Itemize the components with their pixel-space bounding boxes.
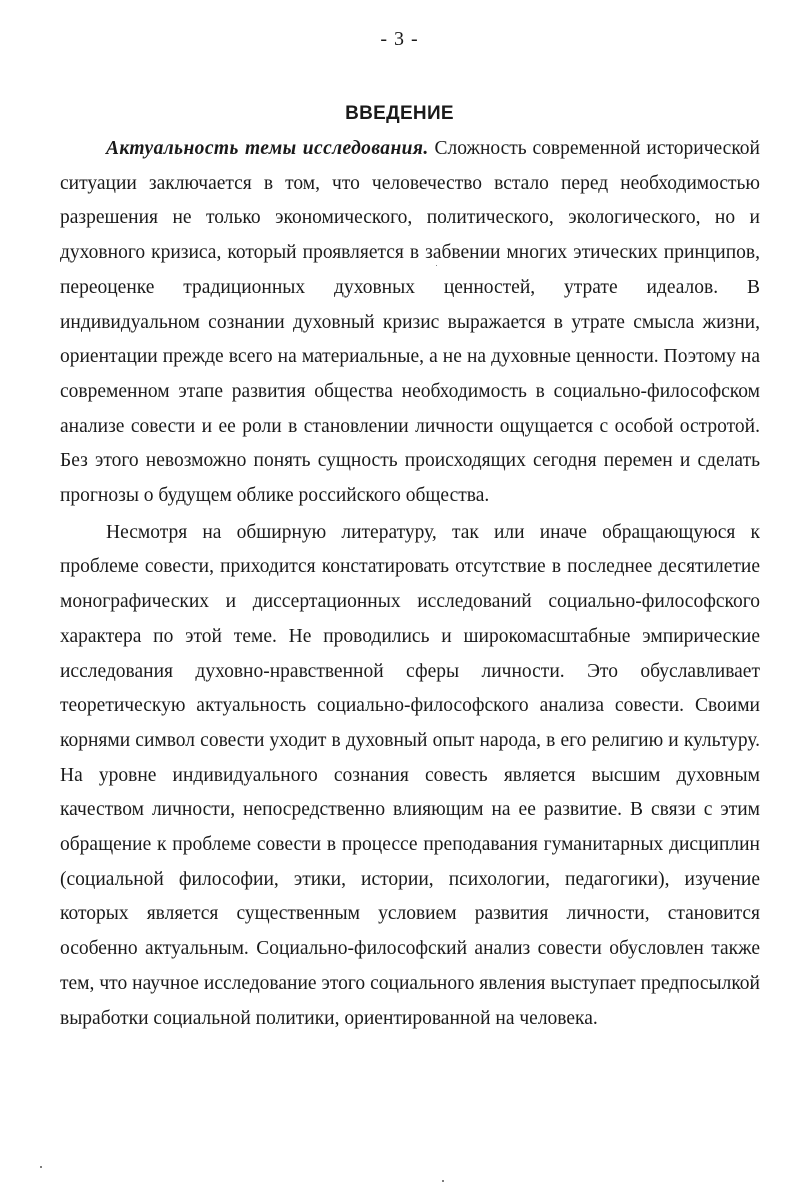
scan-speck (442, 1180, 444, 1182)
paragraph-lead: Актуальность темы исследования. (106, 138, 429, 159)
page-number: - 3 - (380, 28, 419, 50)
paragraph-literature (60, 516, 760, 1037)
paragraph-text: Несмотря на обширную литературу, так или иначе обращающуюся к проблеме совести, приходится констатировать отсутствие в последнее десятилетие монографических и диссертационных исследований социально-философского характера по этой теме. Не проводились и широкомасштабные эмпирические исследования духовно-нравственной сферы личности. Это обуславливает теоретическую актуальность социально-философского анализа совести. Своими корнями символ совести уходит в духовный опыт народа, в его религию и культуру. На уровне индивидуального сознания совесть является высшим духовным качеством личности, непосредственно влияющим на ее развитие. В связи с этим обращение к проблеме совести в процессе преподавания гуманитарных дисциплин (социальной философии, этики, истории, психологии, педагогики), изучение которых является существенным условием развития личности, становится особенно актуальным. Социально-философский анализ совести обусловлен также тем, что научное исследование этого социального явления выступает предпосылкой выработки социальной политики, ориентированной на человека. (60, 521, 760, 1029)
body-text (60, 132, 760, 1036)
section-heading: ВВЕДЕНИЕ (345, 103, 454, 124)
scan-speck (436, 265, 437, 266)
paragraph-relevance (60, 132, 760, 514)
scan-speck (40, 1166, 42, 1168)
paragraph-text: Сложность современной исторической ситуации заключается в том, что человечество встало перед необходимостью разрешения не только экономического, политического, экологического, но и духовного кризиса, который проявляется в забвении многих этических принципов, переоценке традиционных духовных ценностей, утрате идеалов. В индивидуальном сознании духовный кризис выражается в утрате смысла жизни, ориентации прежде всего на материальные, а не на духовные ценности. Поэтому на современном этапе развития общества необходимость в социально-философском анализе совести и ее роли в становлении личности ощущается с особой остротой. Без этого невозможно понять сущность происходящих сегодня перемен и сделать прогнозы о будущем облике российского общества. (60, 138, 760, 507)
